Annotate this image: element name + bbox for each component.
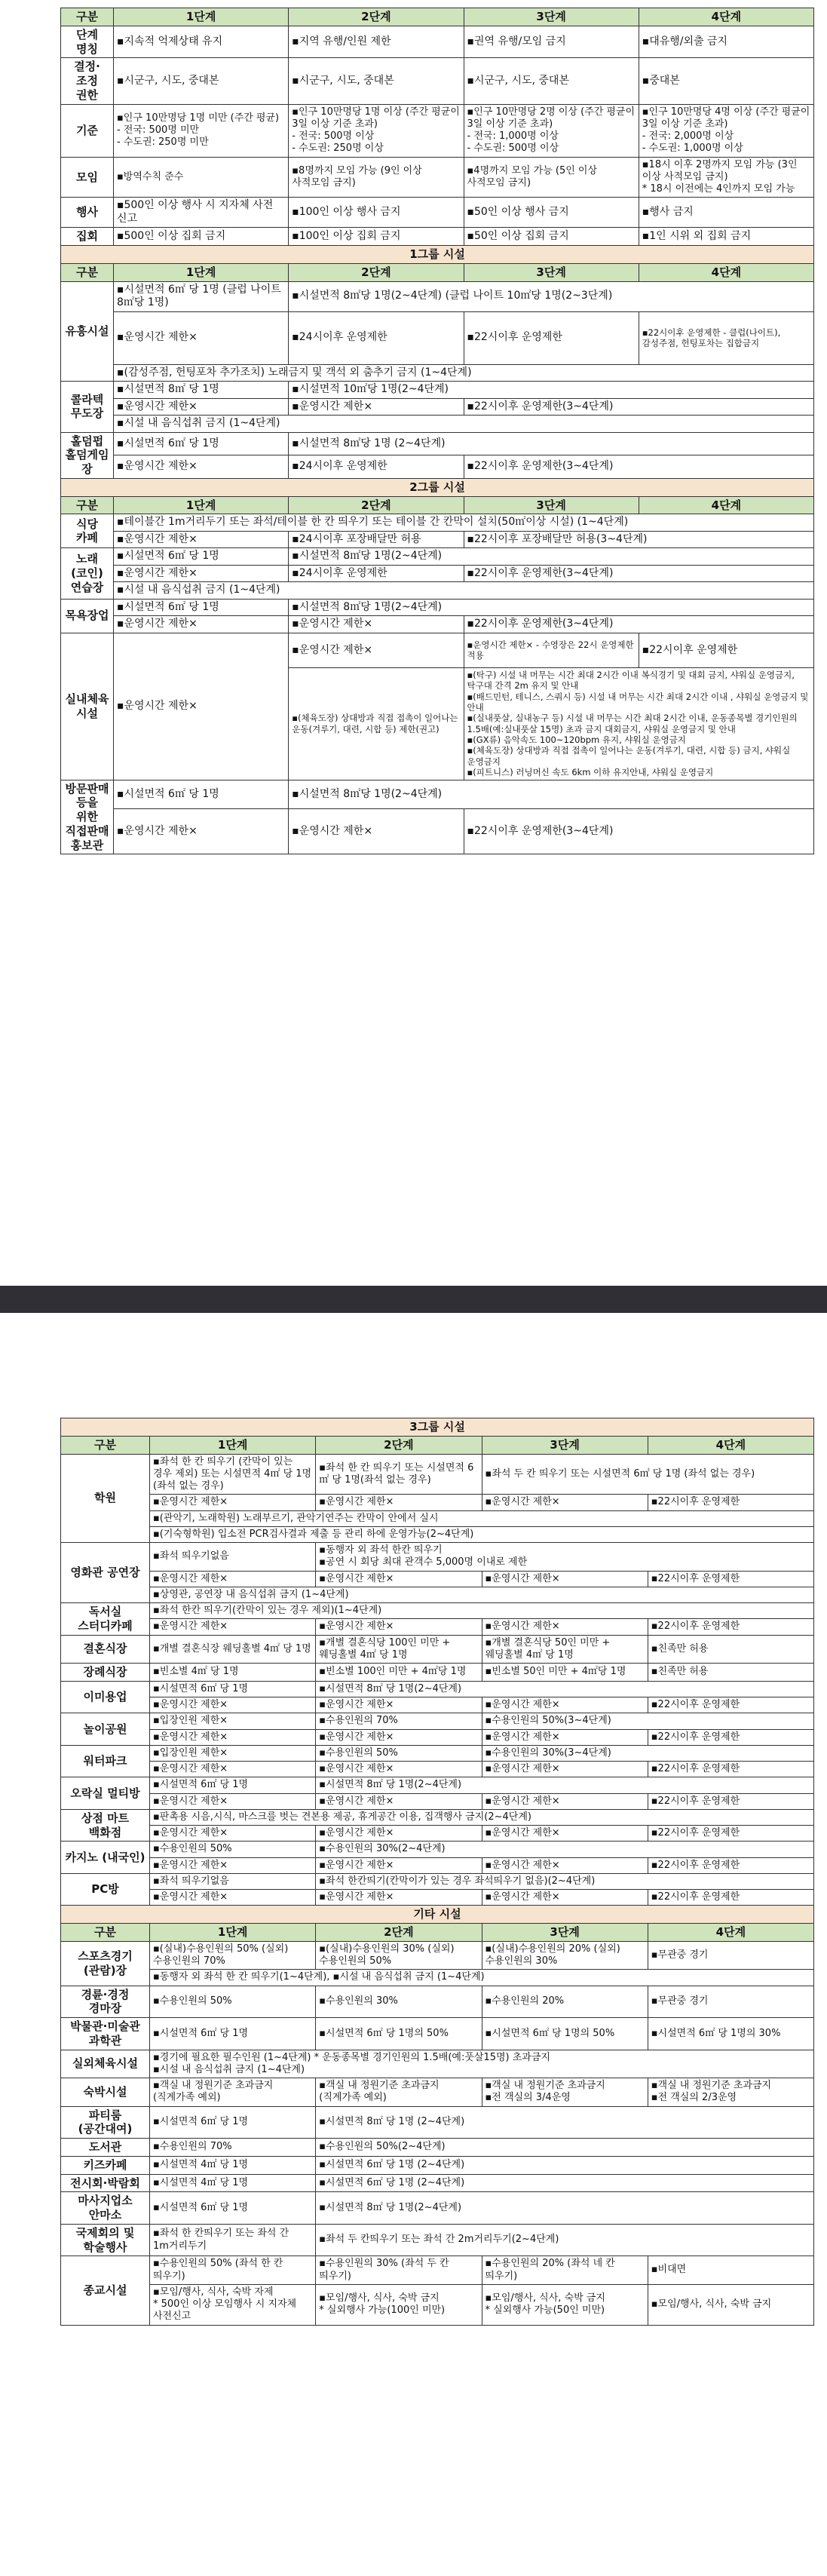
table-cell: ▪수용인원의 50%(2~4단계) [316, 2139, 814, 2157]
table-cell: ▪시설면적 8㎡ 당 1명(2~4단계) [316, 1777, 814, 1793]
table-cell: ▪객실 내 정원기준 초과금지 ▪전 객실의 3/4운영 [482, 2078, 648, 2107]
table-row [61, 1793, 814, 1809]
table-cell: ▪수용인원의 20% [482, 1986, 648, 2018]
table-cell: ▪22시이후 운영제한 - 클럽(나이트), 감성주점, 헌팅포차는 집합금지 [639, 311, 813, 364]
table-cell: ▪운영시간 제한× [114, 616, 289, 633]
table-row [61, 2224, 814, 2256]
table-row [61, 58, 814, 104]
table-row [61, 1986, 814, 2018]
table-cell: ▪객실 내 정원기준 초과금지(직계가족 예외) [150, 2078, 316, 2107]
row-label: 파티룸 (공간대여) [61, 2106, 150, 2139]
table-cell: ▪운영시간 제한× [482, 1826, 648, 1842]
table-cell: ▪운영시간 제한× [114, 565, 289, 582]
table-row [61, 1970, 814, 1986]
table-cell: ▪비대면 [648, 2256, 813, 2285]
table-cell: ▪시설면적 6㎡ 당 1명의 50% [316, 2018, 482, 2050]
table-cell: ▪운영시간 제한× [316, 1826, 482, 1842]
table-cell: ▪18시 이후 2명까지 모임 가능 (3인 이상 사적모임 금지) * 18시 이전에는 4인까지 모임 가능 [639, 157, 813, 198]
table-row [61, 1603, 814, 1619]
table-cell: ▪시군구, 시도, 중대본 [464, 58, 639, 104]
table-cell: ▪운영시간 제한× [316, 1890, 482, 1906]
table-cell: ▪시설면적 6㎡ 당 1명 [114, 432, 289, 455]
table-cell: ▪시설면적 6㎡ 당 1명 [150, 1777, 316, 1793]
table-cell: ▪운영시간 제한× [482, 1729, 648, 1745]
row-label: 단계 명칭 [61, 26, 114, 58]
table-cell: ▪시설면적 8㎡ 당 1명(2~4단계) [316, 2192, 814, 2225]
row-label: 독서실 스터디카페 [61, 1603, 150, 1636]
table-cell: ▪운영시간 제한× [114, 531, 289, 548]
table-cell: ▪22시이후 운영제한 [648, 1571, 813, 1587]
table-cell: ▪시설면적 6㎡ 당 1명의 50% [482, 2018, 648, 2050]
table-row [61, 1857, 814, 1873]
table-cell: ▪좌석 한 칸 띄우기 (칸막이 있는 경우 제외) 또는 시설면적 4㎡ 당 1명 (좌석 없는 경우) [150, 1454, 316, 1495]
table-cell: ▪좌석 한 칸 띄우기 또는 시설면적 6㎡ 당 1명(좌석 없는 경우) [316, 1454, 482, 1495]
table-cell: ▪운영시간 제한× [114, 809, 289, 854]
table-cell: ▪22시이후 운영제한 [648, 1762, 813, 1777]
table-row [61, 1635, 814, 1664]
table-cell: ▪객실 내 정원기준 초과금지 ▪전 객실의 2/3운영 [648, 2078, 813, 2107]
table-row [61, 1745, 814, 1761]
table-row [61, 1495, 814, 1510]
table-row [61, 1762, 814, 1777]
row-label: 워터파크 [61, 1745, 150, 1777]
table-cell: ▪수용인원의 50% (좌석 한 칸 띄우기) [150, 2256, 316, 2285]
table-cell: ▪22시이후 운영제한(3~4단계) [464, 809, 814, 854]
table-cell: ▪운영시간 제한× [114, 398, 289, 416]
row-label: 학원 [61, 1454, 150, 1543]
table-cell: ▪인구 10만명당 1명 이상 (주간 평균이 3일 이상 기준 초과) - 전국: 500명 이상 - 수도권: 250명 이상 [289, 104, 464, 157]
table-cell: ▪운영시간 제한× - 수영장은 22시 운영제한 적용 [464, 633, 639, 667]
row-label: 놀이공원 [61, 1713, 150, 1746]
table-row [61, 1543, 814, 1572]
table-cell: ▪시설면적 6㎡ 당 1명 [114, 780, 289, 809]
section-title: 기타 시설 [61, 1906, 814, 1924]
table-row [61, 1826, 814, 1842]
table-cell: ▪좌석 두 칸 띄우기 또는 시설면적 6㎡ 당 1명 (좌석 없는 경우) [482, 1454, 814, 1495]
table-cell: ▪인구 10만명당 1명 미만 (주간 평균) - 전국: 500명 미만 - 수도권: 250명 미만 [114, 104, 289, 157]
col-header: 구분 [61, 1924, 150, 1942]
table-cell: ▪운영시간 제한× [150, 1619, 316, 1635]
table-cell: ▪동행자 외 좌석 한 칸 띄우기(1~4단계), ▪시설 내 음식섭취 금지 (1~4단계) [150, 1970, 814, 1986]
table-cell: ▪운영시간 제한× [316, 1571, 482, 1587]
table-cell: ▪개별 결혼식당 100인 미만 + 웨딩홀별 4㎡ 당 1명 [316, 1635, 482, 1664]
col-header: 2단계 [289, 496, 464, 514]
table-row [61, 1873, 814, 1889]
page-separator [0, 1286, 827, 1313]
table-cell: ▪22시이후 운영제한 [648, 1729, 813, 1745]
col-header: 4단계 [648, 1436, 813, 1454]
table-row [61, 2192, 814, 2225]
table-cell: ▪수용인원의 50% [150, 1842, 316, 1857]
table-cell: ▪(실내)수용인원의 30% (실외)수용인원의 50% [316, 1941, 482, 1970]
table-cell: ▪22시이후 운영제한 [648, 1890, 813, 1906]
row-label: 기준 [61, 104, 114, 157]
table-cell: ▪운영시간 제한× [316, 1857, 482, 1873]
table-cell: ▪운영시간 제한× [150, 1857, 316, 1873]
row-label: 오락실 멀티방 [61, 1777, 150, 1810]
row-label: 행사 [61, 198, 114, 228]
table-cell: ▪운영시간 제한× [114, 455, 289, 479]
table-row [61, 2018, 814, 2050]
table-cell: ▪22시이후 운영제한 [464, 311, 639, 364]
table-cell: ▪빈소별 4㎡ 당 1명 [150, 1664, 316, 1682]
table-cell: ▪모임/행사, 식사, 숙박 금지 [648, 2284, 813, 2325]
table-row [61, 2284, 814, 2325]
table-cell: ▪시설면적 8㎡당 1명(2~4단계) [289, 548, 814, 566]
table-cell: ▪4명까지 모임 가능 (5인 이상 사적모임 금지) [464, 157, 639, 198]
table-row [61, 228, 814, 246]
table-cell: ▪운영시간 제한× [150, 1762, 316, 1777]
table-cell: ▪무관중 경기 [648, 1941, 813, 1970]
row-label: 경륜·경정 경마장 [61, 1986, 150, 2018]
table-cell: ▪22시이후 운영제한 [648, 1697, 813, 1713]
table-cell: ▪운영시간 제한× [482, 1762, 648, 1777]
table-cell: ▪대유행/외출 금지 [639, 26, 813, 58]
table-cell: ▪운영시간 제한× [114, 311, 289, 364]
section-title: 3그룹 시설 [61, 1418, 814, 1437]
col-header: 3단계 [464, 263, 639, 281]
table-cell: ▪시설면적 6㎡ 당 1명 [150, 2106, 316, 2139]
table-cell: ▪운영시간 제한× [150, 1495, 316, 1510]
table-cell: ▪22시이후 운영제한(3~4단계) [464, 565, 814, 582]
col-header: 구분 [61, 8, 114, 26]
table-row [61, 1713, 814, 1729]
distancing-table-page-2 [60, 1418, 814, 2326]
table-row [61, 1809, 814, 1825]
col-header: 구분 [61, 263, 114, 281]
table-cell: ▪22시이후 운영제한 [648, 1793, 813, 1809]
row-label: 목욕장업 [61, 599, 114, 633]
table-cell: ▪시설면적 6㎡ 당 1명 (클럽 나이트 8㎡당 1명) [114, 281, 289, 311]
table-cell: ▪시설면적 8㎡당 1명(2~4단계) [289, 599, 814, 616]
table-cell: ▪좌석 띄우기없음 [150, 1873, 316, 1889]
table-row [61, 26, 814, 58]
table-row [61, 1842, 814, 1857]
table-cell: ▪방역수칙 준수 [114, 157, 289, 198]
table-cell: ▪빈소별 100인 미만 + 4㎡당 1명 [316, 1664, 482, 1682]
table-row [61, 2106, 814, 2139]
table-cell: ▪상영관, 공연장 내 음식섭취 금지 (1~4단계) [150, 1587, 814, 1602]
table-cell: ▪시설면적 8㎡당 1명(2~4단계) [289, 780, 814, 809]
table-cell: ▪친족만 허용 [648, 1635, 813, 1664]
table-cell: ▪수용인원의 30% [316, 1986, 482, 2018]
table-row [61, 157, 814, 198]
section-title: 2그룹 시설 [61, 478, 814, 496]
table-cell: ▪수용인원의 50% [150, 1986, 316, 2018]
table-cell: ▪24시이후 운영제한 [289, 565, 464, 582]
row-label: 결정·조정 권한 [61, 58, 114, 104]
table-cell: ▪테이블간 1m거리두기 또는 좌석/테이블 한 칸 띄우기 또는 테이블 간 칸막이 설치(50㎡이상 시설) (1~4단계) [114, 514, 814, 532]
col-header: 4단계 [648, 1924, 813, 1942]
row-label: 도서관 [61, 2139, 150, 2157]
row-label: 콜라텍 무도장 [61, 382, 114, 433]
table-cell: ▪운영시간 제한× [150, 1697, 316, 1713]
table-cell: ▪운영시간 제한× [289, 633, 464, 667]
table-cell: ▪운영시간 제한× [150, 1890, 316, 1906]
col-header: 구분 [61, 1436, 150, 1454]
table-cell: ▪시설면적 6㎡ 당 1명 [114, 599, 289, 616]
table-cell: ▪판촉용 시음,시식, 마스크를 벗는 견본용 제공, 휴게공간 이용, 집객행사 금지(2~4단계) [150, 1809, 814, 1825]
table-cell: ▪22시이후 운영제한 [648, 1495, 813, 1510]
table-row [61, 2174, 814, 2192]
table-cell: ▪시설면적 8㎡당 1명(2~4단계) (클럽 나이트 10㎡당 1명(2~3단계) [289, 281, 814, 311]
table-row [61, 1664, 814, 1682]
table-cell: ▪시설면적 6㎡ 당 1명 (2~4단계) [316, 2174, 814, 2192]
table-cell: ▪수용인원의 70% [150, 2139, 316, 2157]
table-cell: ▪22시이후 운영제한(3~4단계) [464, 455, 814, 479]
table-cell: ▪100인 이상 행사 금지 [289, 198, 464, 228]
stage-table-2 [60, 1418, 814, 2326]
table-cell: ▪운영시간 제한× [482, 1857, 648, 1873]
row-label: PC방 [61, 1873, 150, 1906]
table-cell: ▪권역 유행/모임 금지 [464, 26, 639, 58]
table-cell: ▪개별 결혼식장 웨딩홀별 4㎡ 당 1명 [150, 1635, 316, 1664]
table-cell: ▪빈소별 50인 미만 + 4㎡당 1명 [482, 1664, 648, 1682]
table-cell: ▪시설면적 6㎡ 당 1명 [150, 1681, 316, 1697]
table-cell: ▪(감성주점, 헌팅포차 추가조치) 노래금지 및 객석 외 춤추기 금지 (1~4단계) [114, 364, 814, 382]
table-cell: ▪운영시간 제한× [150, 1826, 316, 1842]
row-label: 마사지업소 안마소 [61, 2192, 150, 2225]
table-cell: ▪수용인원의 50% [316, 1745, 482, 1761]
table-cell: ▪수용인원의 30% (좌석 두 칸 띄우기) [316, 2256, 482, 2285]
col-header: 2단계 [316, 1436, 482, 1454]
table-cell: ▪입장인원 제한× [150, 1745, 316, 1761]
table-cell: ▪수용인원의 30%(3~4단계) [482, 1745, 814, 1761]
row-label: 결혼식장 [61, 1635, 150, 1664]
table-cell: ▪운영시간 제한× [316, 1729, 482, 1745]
table-cell: ▪지속적 억제상태 유지 [114, 26, 289, 58]
table-cell: ▪시설면적 4㎡ 당 1명 [150, 2174, 316, 2192]
row-label: 유흥시설 [61, 281, 114, 382]
table-row [61, 2078, 814, 2107]
table-cell: ▪1인 시위 외 집회 금지 [639, 228, 813, 246]
table-cell: ▪(탁구) 시설 내 머무는 시간 최대 2시간 이내 복식경기 및 대회 금지, 샤워실 운영금지, 탁구대 간격 2m 유지 및 안내 ▪(배드민턴, 테니스, 스쿼시 등) 시설 내 머무는 시간 최대 2시간 이내 , 샤워실 운영금지 및 안내 ▪(실내풋살, 실내농구 등) 시설 내 머무는 시간 최대 2시간 이내, 운동종목별 경기인원의 1.5배(예:실내풋살 15명) 초과 금지 대회금지, 샤워실 운영금지 및 안내 ▪(GX류) 음악속도 100~120bpm 유지, 샤워실 운영금지 ▪(체육도장) 상대방과 직접 접촉이 일어나는 운동(겨루기, 대련, 시합 등) 금지, 샤워실 운영금지 ▪(피트니스) 러닝머신 속도 6km 이하 유지안내, 샤워실 운영금지 [464, 667, 814, 780]
row-label: 상점 마트 백화점 [61, 1809, 150, 1842]
table-cell: ▪시설 내 음식섭취 금지 (1~4단계) [114, 416, 814, 433]
row-label: 영화관 공연장 [61, 1543, 150, 1603]
table-cell: ▪좌석 한 칸띄우기 또는 좌석 간 1m거리두기 [150, 2224, 316, 2256]
row-label: 집회 [61, 228, 114, 246]
table-row [61, 1619, 814, 1635]
table-row [61, 1587, 814, 1602]
table-cell: ▪개별 결혼식당 50인 미만 + 웨딩홀별 4㎡ 당 1명 [482, 1635, 648, 1664]
table-cell: ▪친족만 허용 [648, 1664, 813, 1682]
col-header: 4단계 [639, 496, 813, 514]
table-cell: ▪운영시간 제한× [482, 1571, 648, 1587]
table-cell: ▪운영시간 제한× [289, 809, 464, 854]
table-cell: ▪시군구, 시도, 중대본 [289, 58, 464, 104]
table-cell: ▪경기에 필요한 필수인원 (1~4단계) * 운동종목별 경기인원의 1.5배(예:풋살15명) 초과금지 ▪시설 내 음식섭취 금지 (1~4단계) [150, 2050, 814, 2078]
row-label: 국제회의 및 학술행사 [61, 2224, 150, 2256]
table-cell: ▪시설면적 6㎡ 당 1명 [150, 2192, 316, 2225]
col-header: 1단계 [114, 263, 289, 281]
table-row [61, 1571, 814, 1587]
table-cell: ▪22시이후 운영제한 [648, 1826, 813, 1842]
table-row [61, 1941, 814, 1970]
table-cell: ▪시설면적 8㎡ 당 1명 (2~4단계) [316, 2106, 814, 2139]
table-cell: ▪수용인원의 50%(3~4단계) [482, 1713, 814, 1729]
table-cell: ▪22시이후 운영제한 [648, 1619, 813, 1635]
col-header: 3단계 [482, 1924, 648, 1942]
table-cell: ▪50인 이상 행사 금지 [464, 198, 639, 228]
row-label: 숙박시설 [61, 2078, 150, 2107]
col-header: 구분 [61, 496, 114, 514]
table-row [61, 2050, 814, 2078]
table-cell: ▪운영시간 제한× [316, 1495, 482, 1510]
table-cell: ▪중대본 [639, 58, 813, 104]
table-cell: ▪(관악기, 노래학원) 노래부르기, 관악기연주는 칸막이 안에서 실시 [150, 1510, 814, 1526]
table-row [61, 1890, 814, 1906]
table-cell: ▪운영시간 제한× [316, 1619, 482, 1635]
table-cell: ▪운영시간 제한× [150, 1571, 316, 1587]
table-cell: ▪운영시간 제한× [289, 616, 464, 633]
table-cell: ▪500인 이상 행사 시 지자체 사전 신고 [114, 198, 289, 228]
table-cell: ▪운영시간 제한× [316, 1762, 482, 1777]
table-cell: ▪시설면적 6㎡ 당 1명 (2~4단계) [316, 2156, 814, 2174]
row-label: 전시회·박람회 [61, 2174, 150, 2192]
table-row [61, 1510, 814, 1526]
table-cell: ▪인구 10만명당 4명 이상 (주간 평균이 3일 이상 기준 초과) - 전국: 2,000명 이상 - 수도권: 1,000명 이상 [639, 104, 813, 157]
table-cell: ▪시설면적 6㎡ 당 1명의 30% [648, 2018, 813, 2050]
table-cell: ▪24시이후 운영제한 [289, 311, 464, 364]
row-label: 키즈카페 [61, 2156, 150, 2174]
table-cell: ▪수용인원의 20% (좌석 네 칸 띄우기) [482, 2256, 648, 2285]
header-row [61, 8, 814, 26]
row-label: 박물관·미술관 과학관 [61, 2018, 150, 2050]
table-cell: ▪좌석 한칸띄기(칸막이가 있는 경우 좌석띄우기 없음)(2~4단계) [316, 1873, 814, 1889]
table-cell: ▪100인 이상 집회 금지 [289, 228, 464, 246]
row-label: 카지노 (내국인) [61, 1842, 150, 1874]
col-header: 3단계 [464, 496, 639, 514]
table-cell: ▪운영시간 제한× [150, 1793, 316, 1809]
table-cell: ▪좌석 한칸 띄우기(칸막이 있는 경우 제외)(1~4단계) [150, 1603, 814, 1619]
col-header: 1단계 [150, 1436, 316, 1454]
col-header: 3단계 [482, 1436, 648, 1454]
table-row [61, 198, 814, 228]
row-label: 홀덤펍 홀덤게임장 [61, 432, 114, 478]
row-label: 실외체육시설 [61, 2050, 150, 2078]
distancing-table-page-1 [60, 8, 814, 854]
table-row [61, 1697, 814, 1713]
row-label: 이미용업 [61, 1681, 150, 1713]
table-cell: ▪운영시간 제한× [482, 1495, 648, 1510]
table-cell: ▪운영시간 제한× [482, 1793, 648, 1809]
table-cell: ▪운영시간 제한× [289, 398, 464, 416]
table-cell: ▪8명까지 모임 가능 (9인 이상 사적모임 금지) [289, 157, 464, 198]
table-cell: ▪수용인원의 70% [316, 1713, 482, 1729]
table-cell: ▪(실내)수용인원의 20% (실외)수용인원의 30% [482, 1941, 648, 1970]
table-cell: ▪50인 이상 집회 금지 [464, 228, 639, 246]
table-cell: ▪운영시간 제한× [482, 1890, 648, 1906]
table-cell: ▪무관중 경기 [648, 1986, 813, 2018]
table-cell: ▪500인 이상 집회 금지 [114, 228, 289, 246]
table-cell: ▪지역 유행/인원 제한 [289, 26, 464, 58]
table-cell: ▪시군구, 시도, 중대본 [114, 58, 289, 104]
col-header: 3단계 [464, 8, 639, 26]
table-cell: ▪시설면적 10㎡당 1명(2~4단계) [289, 382, 814, 399]
table-cell: ▪좌석 띄우기없음 [150, 1543, 316, 1572]
table-cell: ▪동행자 외 좌석 한칸 띄우기 ▪공연 시 회당 최대 관객수 5,000명 이내로 제한 [316, 1543, 814, 1572]
table-cell: ▪모임/행사, 식사, 숙박 금지 * 실외행사 가능(50인 미만) [482, 2284, 648, 2325]
table-cell: ▪운영시간 제한× [316, 1793, 482, 1809]
col-header: 2단계 [289, 263, 464, 281]
table-row [61, 2156, 814, 2174]
stage-table-1 [60, 8, 814, 854]
row-label: 모임 [61, 157, 114, 198]
table-cell: ▪인구 10만명당 2명 이상 (주간 평균이 3일 이상 기준 초과) - 전국: 1,000명 이상 - 수도권: 500명 이상 [464, 104, 639, 157]
table-cell: ▪시설면적 6㎡ 당 1명 [150, 2018, 316, 2050]
col-header: 1단계 [150, 1924, 316, 1942]
row-label: 식당 카페 [61, 514, 114, 548]
table-cell: ▪시설면적 6㎡ 당 1명 [114, 548, 289, 566]
table-cell: ▪모임/행사, 식사, 숙박 금지 * 실외행사 가능(100인 미만) [316, 2284, 482, 2325]
table-cell: ▪24시이후 포장배달만 허용 [289, 531, 464, 548]
table-cell: ▪운영시간 제한× [150, 1729, 316, 1745]
col-header: 2단계 [316, 1924, 482, 1942]
table-row [61, 1526, 814, 1542]
table-row [61, 104, 814, 157]
table-cell: ▪시설면적 8㎡ 당 1명(2~4단계) [316, 1681, 814, 1697]
table-cell: ▪좌석 두 칸띄우기 또는 좌석 간 2m거리두기(2~4단계) [316, 2224, 814, 2256]
col-header: 4단계 [639, 263, 813, 281]
table-row [61, 1777, 814, 1793]
table-cell: ▪운영시간 제한× [482, 1619, 648, 1635]
table-cell: ▪(기숙형학원) 입소전 PCR검사결과 제출 등 관리 하에 운영가능(2~4단계) [150, 1526, 814, 1542]
table-cell: ▪시설면적 4㎡ 당 1명 [150, 2156, 316, 2174]
table-cell: ▪22시이후 포장배달만 허용(3~4단계) [464, 531, 814, 548]
row-label: 노래(코인) 연습장 [61, 548, 114, 600]
row-label: 종교시설 [61, 2256, 150, 2325]
table-cell: ▪시설 내 음식섭취 금지 (1~4단계) [114, 582, 814, 600]
col-header: 1단계 [114, 8, 289, 26]
col-header: 1단계 [114, 496, 289, 514]
table-cell: ▪22시이후 운영제한 [648, 1857, 813, 1873]
row-label: 방문판매 등을 위한 직접판매 홍보관 [61, 780, 114, 854]
table-cell: ▪객실 내 정원기준 초과금지(직계가족 예외) [316, 2078, 482, 2107]
table-row [61, 1729, 814, 1745]
table-cell: ▪수용인원의 30%(2~4단계) [316, 1842, 814, 1857]
table-cell: ▪시설면적 8㎡당 1명 (2~4단계) [289, 432, 814, 455]
row-label: 스포츠경기 (관람)장 [61, 1941, 150, 1986]
table-row [61, 2139, 814, 2157]
table-cell: ▪운영시간 제한× [316, 1697, 482, 1713]
table-cell: ▪시설면적 8㎡ 당 1명 [114, 382, 289, 399]
table-cell: ▪입장인원 제한× [150, 1713, 316, 1729]
col-header: 2단계 [289, 8, 464, 26]
table-cell: ▪24시이후 운영제한 [289, 455, 464, 479]
table-cell: ▪운영시간 제한× [482, 1697, 648, 1713]
table-cell: ▪(체육도장) 상대방과 직접 접촉이 일어나는 운동(겨루기, 대련, 시합 등) 제한(권고) [289, 667, 464, 780]
table-row [61, 1681, 814, 1697]
row-label: 장례식장 [61, 1664, 150, 1682]
table-cell: ▪(실내)수용인원의 50% (실외)수용인원의 70% [150, 1941, 316, 1970]
table-cell: ▪22시이후 운영제한 [639, 633, 813, 667]
col-header: 4단계 [639, 8, 813, 26]
table-cell: ▪22시이후 운영제한(3~4단계) [464, 398, 814, 416]
table-cell: ▪행사 금지 [639, 198, 813, 228]
section-title: 1그룹 시설 [61, 246, 814, 264]
table-cell: ▪운영시간 제한× [114, 633, 289, 780]
table-row [61, 2256, 814, 2285]
table-cell: ▪22시이후 운영제한(3~4단계) [464, 616, 814, 633]
row-label: 실내체육시설 [61, 633, 114, 780]
table-row [61, 1454, 814, 1495]
table-cell: ▪모임/행사, 식사, 숙박 자제 * 500인 이상 모임행사 시 지자체 사전신고 [150, 2284, 316, 2325]
